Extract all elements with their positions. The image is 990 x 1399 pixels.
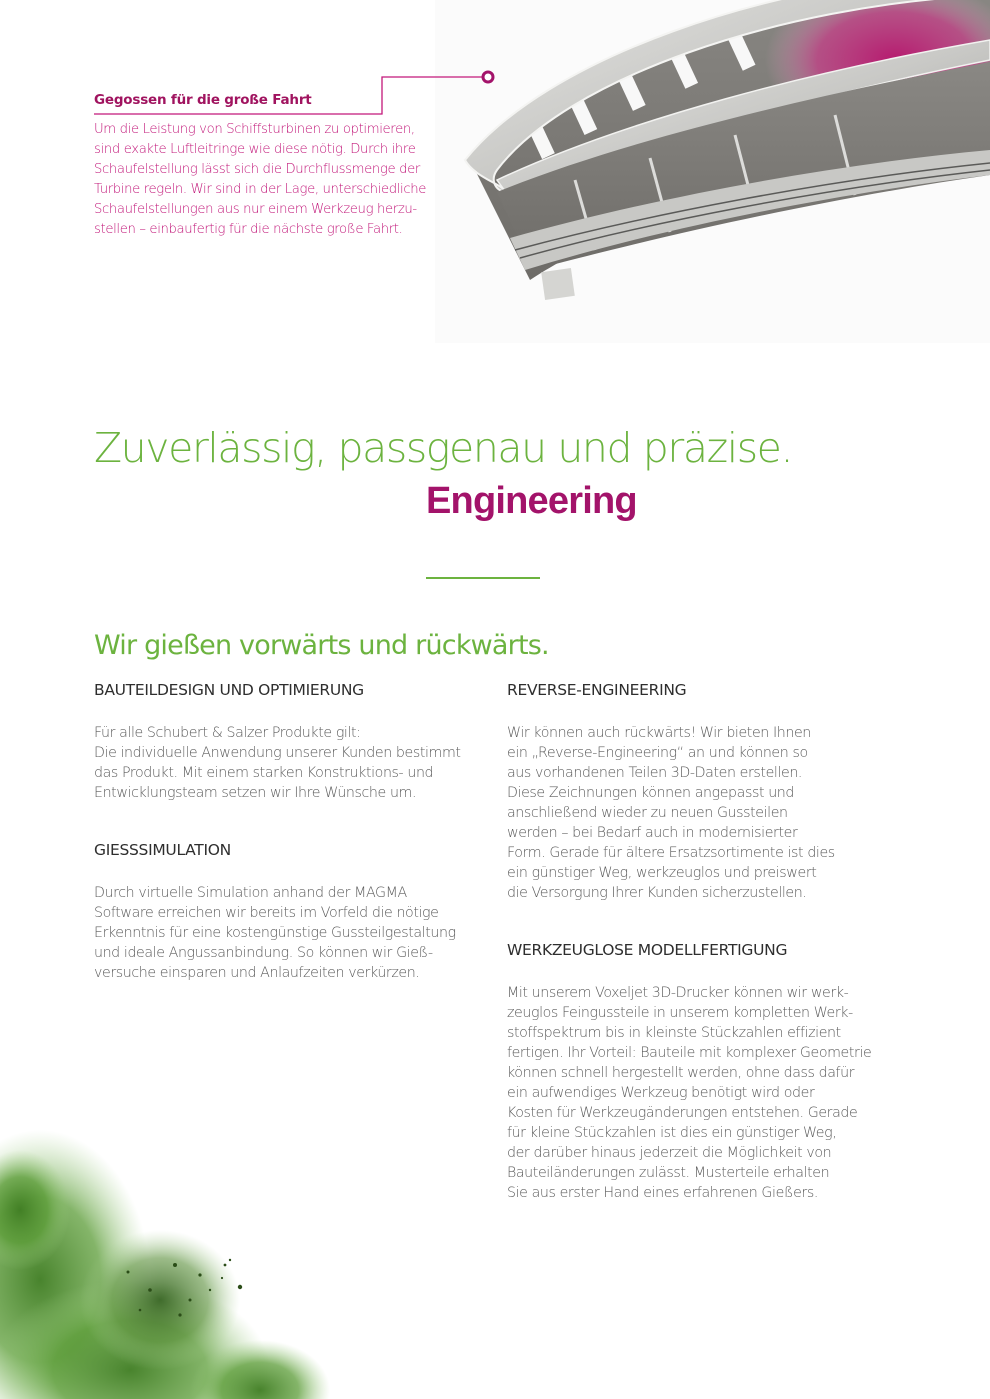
section-title-modellfertigung: WERKZEUGLOSE MODELLFERTIGUNG	[507, 941, 788, 959]
section-body-modellfertigung: Mit unserem Voxeljet 3D-Drucker können wir werk- zeuglos Feingussteile in unserem kompletten Werk- stoffspektrum bis in kleinste Stückzahlen effizient fertigen. Ihr Vorteil: Bauteile mit komplexer Geometrie können schnell hergestellt werden, ohne dass dafür ein aufwendiges Werkzeug benötigt wird oder Kosten für Werkzeugänderungen entstehen. Gerade für kleine Stückzahlen ist dies ein günstiger Weg, der darüber hinaus jederzeit die Möglichkeit von Bauteiländerungen zulässt. Musterteile erhalten Sie aus erster Hand eines erfahrenen Gießers.	[507, 985, 872, 1201]
section-body-reverse-engineering: Wir können auch rückwärts! Wir bieten Ihnen ein „Reverse-Engineering“ an und können so aus vorhandenen Teilen 3D-Daten erstellen. Diese Zeichnungen können angepasst und anschließend wieder zu neuen Gussteilen werden – bei Bedarf auch in modernisierter Form. Gerade für ältere Ersatzsortimente ist dies ein günstiger Weg, werkzeuglos und preiswert die Versorgung Ihrer Kunden sicherzustellen.	[507, 725, 835, 901]
callout-text	[94, 120, 434, 240]
callout-line: Turbine regeln. Wir sind in der Lage, unterschiedliche	[94, 182, 427, 197]
section-body-giesssimulation: Durch virtuelle Simulation anhand der MAGMA Software erreichen wir bereits im Vorfeld die nötige Erkenntnis für eine kostengünstige Gussteilgestaltung und ideale Angussanbindung. So können wir Gieß- versuche einsparen und Anlaufzeiten verkürzen.	[94, 885, 456, 981]
page-title: Engineering	[426, 480, 637, 522]
callout-line: Um die Leistung von Schiffsturbinen zu optimieren,	[94, 122, 415, 137]
section-title-giesssimulation: GIESSSIMULATION	[94, 841, 231, 859]
section-body-bauteildesign: Für alle Schubert & Salzer Produkte gilt: Die individuelle Anwendung unserer Kunden bestimmt das Produkt. Mit einem starken Konstruktions- und Entwicklungsteam setzen wir Ihre Wünsche um.	[94, 725, 461, 801]
green-powder-splash	[0, 1100, 520, 1399]
section-title-bauteildesign: BAUTEILDESIGN UND OPTIMIERUNG	[94, 681, 364, 699]
divider	[426, 577, 540, 579]
callout-line: sind exakte Luftleitringe wie diese nötig. Durch ihre	[94, 142, 416, 157]
callout-anchor-dot	[483, 72, 493, 82]
callout-line: Schaufelstellungen aus nur einem Werkzeug herzu-	[94, 202, 417, 217]
headline-tagline: Zuverlässig, passgenau und präzise.	[94, 424, 793, 472]
callout-line: Schaufelstellung lässt sich die Durchflussmenge der	[94, 162, 420, 177]
callout-connector	[0, 0, 520, 130]
section-title-reverse-engineering: REVERSE-ENGINEERING	[507, 681, 687, 699]
callout-title: Gegossen für die große Fahrt	[94, 92, 312, 108]
callout-line: stellen – einbaufertig für die nächste große Fahrt.	[94, 222, 403, 237]
section-subheading: Wir gießen vorwärts und rückwärts.	[94, 630, 549, 661]
